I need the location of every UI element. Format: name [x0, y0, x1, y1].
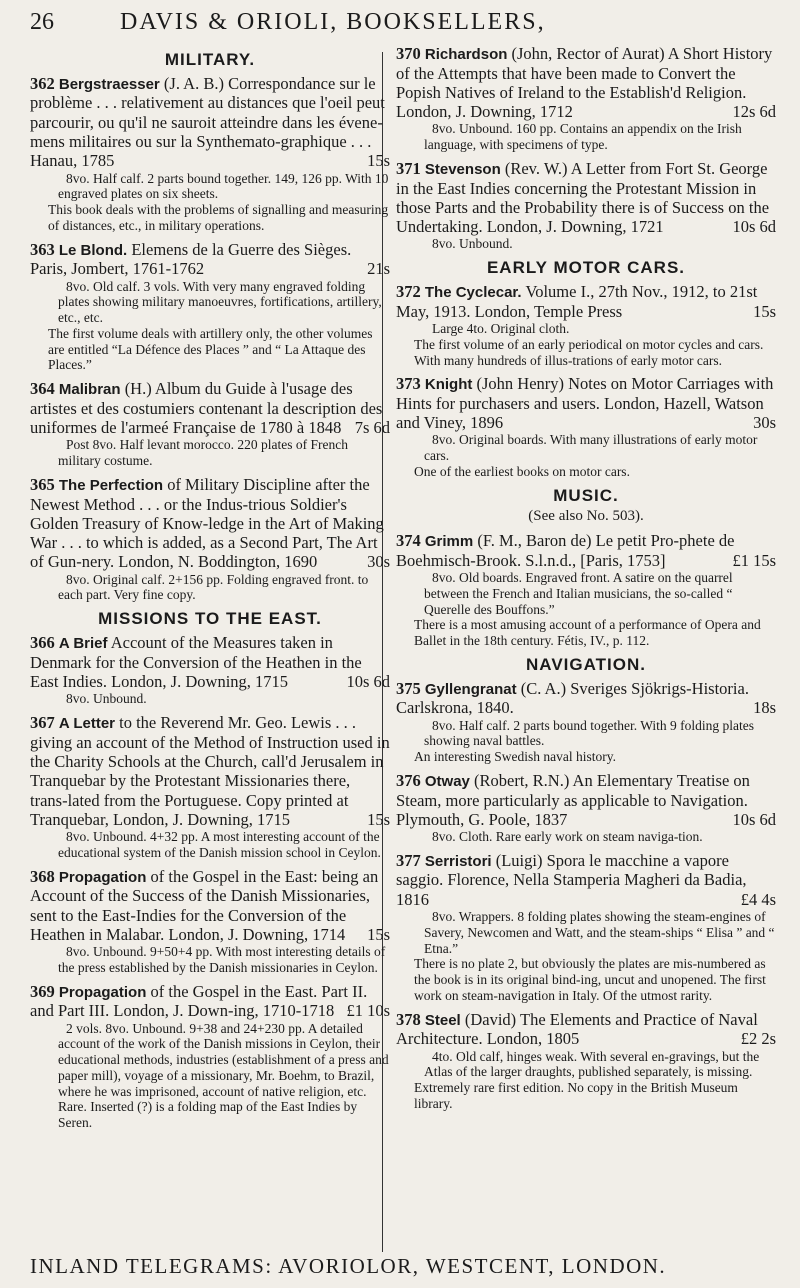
entry-description: 8vo. Unbound. 4+32 pp. A most interesting account of the educational system of the Danish mission school in Ceylon.	[58, 829, 381, 860]
entry-price: 12s 6d	[732, 102, 776, 122]
entry-heading	[396, 159, 776, 236]
entry-title: (H.) Album du Guide à l'usage des artistes et des costumiers contenant la description des uniformes de l'armeé Française de 1780 à 1848	[30, 379, 383, 438]
entry-description: 8vo. Unbound. 160 pp. Contains an appendix on the Irish language, with specimens of type.	[424, 121, 742, 153]
entry-number: 364	[30, 379, 55, 399]
entry-price: 15s	[367, 924, 390, 944]
entry-heading	[396, 374, 776, 432]
entry-price: 30s	[753, 413, 776, 433]
entry-author: Propagation	[58, 983, 147, 1001]
entry-title: of the Gospel in the East. Part II. and Part III. London, J. Down-ing, 1710-1718	[30, 981, 368, 1021]
entry-title: of the Gospel in the East: being an Account of the Success of the Danish Missionaries, sent to the East-Indies for the Conversion of the Heathen in Malabar. London, J. Downing, 1714	[30, 866, 379, 944]
entry-title: (Robert, R.N.) An Elementary Treatise on Steam, more particularly as applicable to Navigation. Plymouth, G. Poole, 1837	[396, 771, 750, 829]
entry-price: £1 15s	[732, 550, 776, 570]
entry-price: £2 2s	[740, 1029, 776, 1049]
entry-author: Otway	[424, 773, 470, 790]
entry-note: The first volume of an early periodical on motor cycles and cars. With many hundreds of illus-trations of early motor cars.	[414, 336, 764, 368]
entry-author: Knight	[424, 376, 473, 394]
catalogue-entry	[396, 44, 776, 153]
entry-price: 7s 6d	[354, 418, 390, 438]
entry-author: Le Blond.	[58, 241, 128, 259]
section-subtitle-music: (See also No. 503).	[528, 507, 644, 524]
catalogue-entry	[396, 282, 776, 368]
entry-description: 2 vols. 8vo. Unbound. 9+38 and 24+230 pp. A detailed account of the work of the Danish missions in Ceylon, their educational methods, industries (establishment of a press and paper mill), voyage of a missionary, Mr. Boehm, to Brazil, where he was imprisoned, account of native religion, etc. Rare. Inserted (?) is a folding map of the East Indies by Seren.	[58, 1020, 389, 1131]
entry-number: 370	[396, 44, 421, 63]
catalogue-entry	[396, 679, 776, 765]
entry-price: 15s	[367, 151, 390, 171]
entry-description: 8vo. Unbound. 9+50+4 pp. With most interesting details of the press established by the Danish missionaries in Ceylon.	[58, 944, 386, 975]
entry-number: 376	[396, 771, 421, 790]
entry-heading	[30, 74, 390, 171]
catalogue-entry	[396, 771, 776, 845]
catalogue-entry	[30, 74, 390, 234]
entry-number: 367	[30, 713, 55, 733]
footer-telegrams: INLAND TELEGRAMS: AVORIOLOR, WESTCENT, LONDON.	[30, 1254, 667, 1278]
entry-description: 8vo. Unbound.	[432, 236, 513, 252]
entry-number: 368	[30, 866, 55, 886]
entry-description: 8vo. Original boards. With many illustrations of early motor cars.	[424, 432, 758, 464]
catalogue-entry	[30, 379, 390, 469]
left-column	[30, 44, 390, 1137]
entry-heading	[396, 679, 776, 718]
entry-note: Extremely rare first edition. No copy in the British Museum library.	[414, 1080, 738, 1111]
page-header-bar	[0, 0, 800, 40]
catalogue-entry	[396, 374, 776, 479]
entry-description: 8vo. Original calf. 2+156 pp. Folding engraved front. to each part. Very fine copy.	[58, 571, 369, 603]
entry-number: 362	[30, 73, 55, 93]
entry-note: This book deals with the problems of signalling and measuring of distances, etc., in military operations.	[48, 202, 389, 233]
entry-title: (C. A.) Sveriges Sjökrigs-Historia. Carlskrona, 1840.	[396, 678, 749, 718]
entry-title: Account of the Measures taken in Denmark for the Conversion of the Heathen in the East Indies. London, J. Downing, 1715	[30, 633, 362, 691]
entry-number: 373	[396, 374, 421, 394]
catalogue-entry	[30, 633, 390, 707]
entry-number: 365	[30, 474, 55, 494]
entry-heading	[396, 851, 776, 909]
entry-title: Volume I., 27th Nov., 1912, to 21st May, 1913. London, Temple Press	[396, 282, 758, 321]
entry-number: 374	[396, 531, 421, 551]
page-number: 26	[30, 9, 54, 35]
entry-heading	[396, 282, 776, 321]
entry-author: The Cyclecar.	[424, 284, 522, 302]
entry-author: Richardson	[424, 46, 508, 63]
entry-author: Grimm	[424, 533, 474, 551]
entry-heading	[30, 633, 390, 691]
entry-number: 369	[30, 981, 55, 1001]
entry-title: (David) The Elements and Practice of Naval Architecture. London, 1805	[396, 1009, 758, 1049]
entry-number: 378	[396, 1009, 421, 1029]
entry-author: Steel	[424, 1011, 461, 1029]
entry-note: There is no plate 2, but obviously the plates are mis-numbered as the book is in its original bind-ing, uncut and unopened. The first work on steam-navigation in Italy. Of the utmost rarity.	[414, 956, 766, 1003]
entry-description: 8vo. Half calf. 2 parts bound together. With 9 folding plates showing naval battles.	[424, 717, 755, 749]
entry-note: An interesting Swedish naval history.	[414, 749, 616, 765]
entry-heading	[396, 771, 776, 829]
catalogue-entry	[30, 240, 390, 374]
entry-description: 8vo. Wrappers. 8 folding plates showing the steam-engines of Savery, Newcomen and Watt, and the steam-ships “ Elisa ” and “ Etna.”	[424, 909, 775, 956]
catalogue-entry	[396, 531, 776, 649]
catalogue-entry	[396, 159, 776, 252]
entry-price: 15s	[367, 809, 390, 829]
entry-heading	[396, 1010, 776, 1049]
military-entries	[30, 74, 390, 603]
entry-heading	[30, 982, 390, 1021]
entry-author: Propagation	[58, 868, 147, 886]
entry-description: Post 8vo. Half levant morocco. 220 plates of French military costume.	[58, 437, 348, 469]
section-title-missions: MISSIONS TO THE EAST.	[98, 609, 322, 629]
entry-number: 375	[396, 678, 421, 698]
entry-price: 10s 6d	[346, 671, 390, 691]
right-column	[396, 44, 776, 1118]
entry-price: 10s 6d	[732, 217, 776, 237]
section-title-music: MUSIC.	[553, 485, 619, 505]
entry-price: £4 4s	[740, 889, 776, 909]
missions-continued-entries	[396, 44, 776, 252]
entry-note: The first volume deals with artillery only, the other volumes are entitled “La Défence des Places ” and “ La Attaque des Places.”	[48, 325, 373, 373]
entry-description: 8vo. Unbound.	[66, 691, 147, 707]
entry-heading	[30, 713, 390, 829]
catalogue-entry	[396, 1010, 776, 1112]
entry-title: (Rev. W.) A Letter from Fort St. George in the East Indies concerning the Protestant Mission in those Parts and the Probability there is of Success on the Undertaking. London, J. Downing, 1721	[396, 159, 770, 237]
catalogue-entry	[30, 475, 390, 603]
entry-number: 363	[30, 239, 55, 259]
entry-title: (Luigi) Spora le macchine a vapore saggio. Florence, Nella Stamperia Magheri da Badia, 1816	[396, 850, 747, 909]
entry-title: (John, Rector of Aurat) A Short History of the Attempts that have been made to Convert the Popish Natives of Ireland to the Establish'd Religion. London, J. Downing, 1712	[396, 44, 773, 122]
entry-author: Bergstraesser	[58, 75, 160, 93]
catalogue-entry	[30, 713, 390, 861]
entry-heading	[30, 240, 390, 279]
entry-heading	[30, 867, 390, 944]
entry-title: (John Henry) Notes on Motor Carriages with Hints for purchasers and users. London, Hazell, Watson and Viney, 1896	[396, 374, 774, 433]
entry-price: 30s	[367, 552, 390, 572]
entry-title: to the Reverend Mr. Geo. Lewis . . . giving an account of the Method of Instruction used in the Charity Schools at the Church, call'd Jerusalem in Tranquebar by the Protestant Missionaries there, trans-lated from the Portuguese. Copy printed at Tranquebar, London, J. Downing, 1715	[30, 713, 390, 829]
entry-number: 377	[396, 850, 421, 870]
navigation-entries	[396, 679, 776, 1112]
entry-price: 21s	[367, 259, 390, 279]
entry-title: Elemens de la Guerre des Sièges. Paris, Jombert, 1761-1762	[30, 239, 352, 279]
entry-note: There is a most amusing account of a performance of Opera and Ballet in the 18th century. Fétis, IV., p. 112.	[414, 617, 761, 649]
entry-description: 8vo. Old boards. Engraved front. A satire on the quarrel between the French and Italian musicians, the so-called “ Querelle des Bouffons.”	[424, 570, 733, 617]
entry-title: (J. A. B.) Correspondance sur le problème . . . relativement au distances que l'oeil peut parcourir, ou qu'il ne sauroit atteindre dans les évene-mens militaires ou sur la Synthemato-graphique . . . Hanau, 1785	[30, 73, 385, 171]
entry-description: 4to. Old calf, hinges weak. With several en-gravings, but the Atlas of the larger draughts, published separately, is missing.	[424, 1048, 760, 1080]
entry-author: A Brief	[58, 635, 108, 653]
entry-description: 8vo. Half calf. 2 parts bound together. 149, 126 pp. With 10 engraved plates on six sheets.	[58, 170, 389, 202]
entry-author: A Letter	[58, 715, 115, 733]
entry-author: Gyllengranat	[424, 680, 517, 698]
entry-price: 15s	[753, 301, 776, 321]
entry-number: 366	[30, 633, 55, 653]
section-title-military: MILITARY.	[164, 50, 256, 69]
section-title-navigation: NAVIGATION.	[526, 654, 646, 674]
entry-number: 371	[396, 159, 421, 178]
entry-author: Stevenson	[424, 161, 501, 178]
motor-entries	[396, 282, 776, 480]
entry-price: 18s	[753, 698, 776, 718]
entry-author: The Perfection	[58, 476, 164, 494]
entry-author: Malibran	[58, 381, 121, 399]
entry-price: £1 10s	[346, 1001, 390, 1021]
entry-description: Large 4to. Original cloth.	[432, 320, 570, 336]
catalogue-entry	[396, 851, 776, 1004]
entry-author: Serristori	[424, 852, 492, 870]
entry-description: 8vo. Cloth. Rare early work on steam naviga-tion.	[432, 829, 703, 845]
entry-heading	[30, 475, 390, 572]
catalogue-entry	[30, 867, 390, 976]
entry-title: (F. M., Baron de) Le petit Pro-phete de Boehmisch-Brook. S.l.n.d., [Paris, 1753]	[396, 531, 735, 570]
entry-heading	[396, 44, 776, 121]
entry-number: 372	[396, 282, 421, 302]
entry-heading	[30, 379, 390, 437]
entry-title: of Military Discipline after the Newest Method . . . or the Indus-trious Soldier's Golden Treasury of Know-ledge in the Art of Making War . . . to which is added, as a Second Part, The Art of Gun-nery. London, N. Boddington, 1690	[30, 474, 384, 572]
entry-description: 8vo. Old calf. 3 vols. With very many engraved folding plates showing military manoeuvres, fortifications, artillery, etc., etc.	[58, 278, 382, 326]
music-entries	[396, 531, 776, 649]
missions-entries	[30, 633, 390, 1131]
page-title: DAVIS & ORIOLI, BOOKSELLERS,	[120, 9, 546, 35]
catalogue-entry	[30, 982, 390, 1131]
section-title-motor: EARLY MOTOR CARS.	[486, 258, 686, 278]
entry-note: One of the earliest books on motor cars.	[414, 463, 630, 479]
entry-price: 10s 6d	[732, 809, 776, 829]
entry-heading	[396, 531, 776, 570]
